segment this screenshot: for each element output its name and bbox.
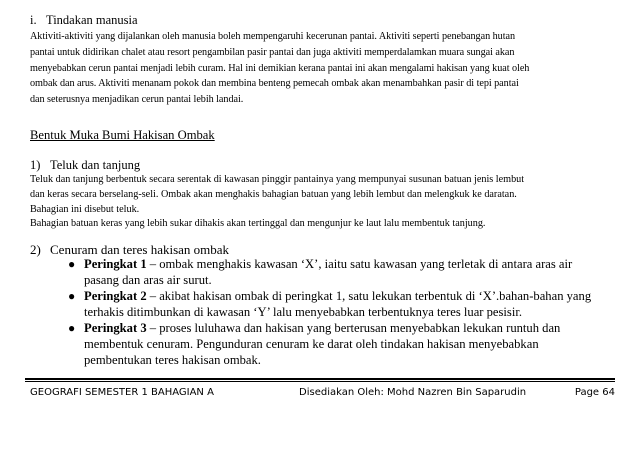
footer-course: GEOGRAFI SEMESTER 1 BAHAGIAN A xyxy=(30,387,214,398)
stage-text: pasang dan aras air surut. xyxy=(84,272,212,287)
paragraph-line: ombak dan arus. Aktiviti menanam pokok dan membina benteng pemecah ombak akan menambahkan pasir di tepi pantai xyxy=(30,78,519,90)
stage-text: membentuk cenuram. Pengunduran cenuram ke darat oleh tindakan hakisan menyebabkan xyxy=(84,336,539,351)
paragraph-line: Teluk dan tanjung berbentuk secara serentak di kawasan pinggir pantainya yang mempunyai susunan batuan jenis lembut xyxy=(30,174,525,185)
paragraph-line: dan keras secara berselang-seli. Ombak akan menghakis bahagian batuan yang lebih lembut dan melengkuk ke daratan. xyxy=(30,188,517,200)
teluk-heading xyxy=(30,158,615,173)
list-item xyxy=(68,289,621,320)
section-i-paragraph xyxy=(30,29,615,108)
paragraph-line: pantai untuk didirikan chalet atau resort pengambilan pasir pantai dan juga aktiviti memperdalamkan muara sungai akan xyxy=(30,46,515,58)
section-i-heading xyxy=(30,13,615,28)
stage-label: Peringkat 1 xyxy=(84,257,147,271)
paragraph-line: Aktiviti-aktiviti yang dijalankan oleh manusia boleh mempengaruhi kecerunan pantai. Aktiviti seperti penebangan hutan xyxy=(30,31,515,42)
section-i-number: i. xyxy=(30,13,37,27)
page-footer xyxy=(30,385,615,401)
footer-divider xyxy=(25,378,615,380)
stage-text: – akibat hakisan ombak di peringkat 1, satu lekukan terbentuk di ‘X’.bahan-bahan yang xyxy=(146,289,592,304)
footer-author: Disediakan Oleh: Mohd Nazren Bin Saparudin xyxy=(299,387,527,398)
section-i-title: Tindakan manusia xyxy=(46,13,138,27)
paragraph-line: Bahagian ini disebut teluk. xyxy=(30,203,140,215)
section-title: Bentuk Muka Bumi Hakisan Ombak xyxy=(30,128,215,142)
cenuram-heading xyxy=(30,242,615,258)
stage-text: – proses luluhawa dan hakisan yang berterusan menyebabkan lekukan runtuh dan xyxy=(146,321,561,336)
stage-text: pembentukan teres hakisan ombak. xyxy=(84,352,261,367)
cenuram-number: 2) xyxy=(30,242,41,257)
list-item xyxy=(68,321,621,368)
bullet-icon: ● xyxy=(68,289,76,304)
paragraph-line: Bahagian batuan keras yang lebih sukar dihakis akan tertinggal dan mengunjur ke laut lalu membentuk tanjung. xyxy=(30,218,486,230)
teluk-number: 1) xyxy=(30,158,41,172)
paragraph-line: menyebabkan cerun pantai menjadi lebih curam. Hal ini demikian kerana pantai ini akan mengalami hakisan yang kuat oleh xyxy=(30,62,530,74)
stage-text: terhakis ditimbunkan di kawasan ‘Y’ lalu menyebabkan terbentuknya teres luar pesisir. xyxy=(84,304,522,319)
cenuram-title: Cenuram dan teres hakisan ombak xyxy=(50,242,230,257)
teluk-paragraph xyxy=(30,173,615,232)
bullet-icon: ● xyxy=(68,257,76,271)
stage-list xyxy=(68,257,621,369)
list-item xyxy=(68,257,621,288)
footer-divider-thin xyxy=(25,381,615,382)
page-number: Page 64 xyxy=(574,387,615,398)
teluk-title: Teluk dan tanjung xyxy=(50,158,141,172)
stage-text: – ombak menghakis kawasan ‘X’, iaitu satu kawasan yang terletak di antara aras air xyxy=(146,257,573,271)
paragraph-line: dan seterusnya menjadikan cerun pantai lebih landai. xyxy=(30,94,244,106)
stage-label: Peringkat 3 xyxy=(84,321,147,336)
bullet-icon: ● xyxy=(68,321,76,336)
stage-label: Peringkat 2 xyxy=(84,289,147,304)
